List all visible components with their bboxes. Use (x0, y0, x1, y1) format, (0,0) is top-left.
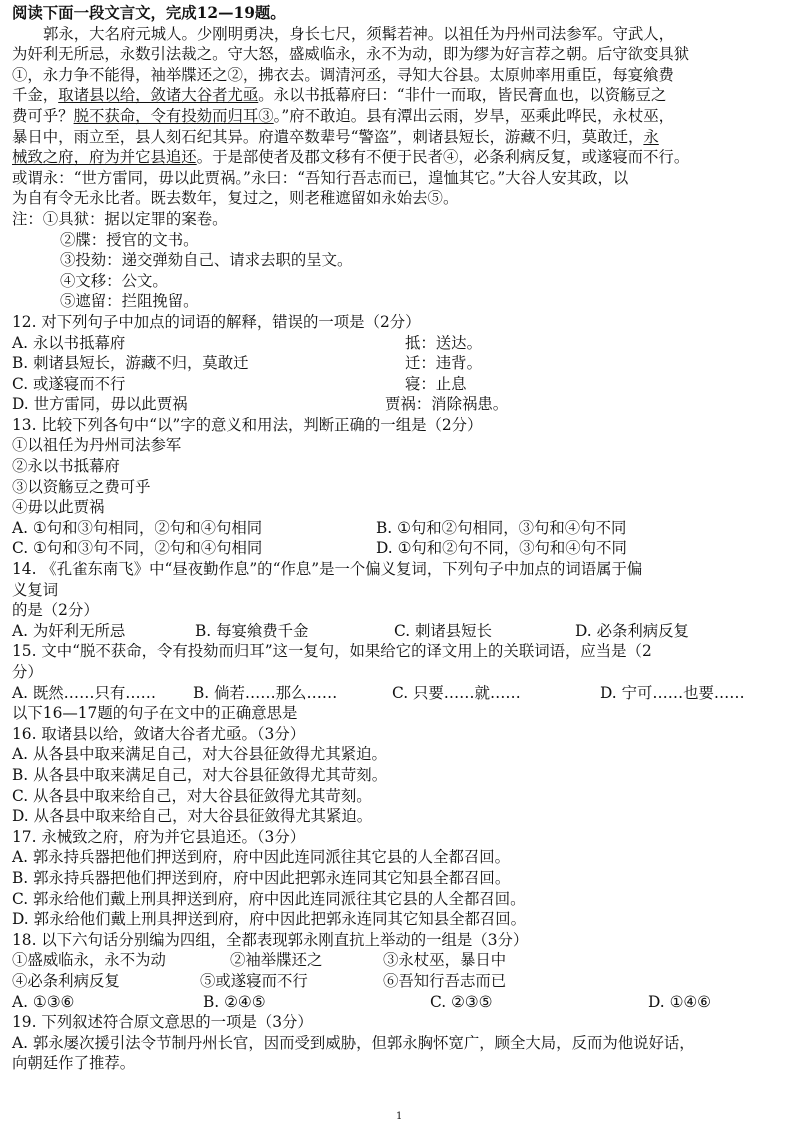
passage-text: 为奸利无所忌，永数引法裁之。守大怒，盛威临永，永不为动，即为缪为好言荐之朝。后守欲变具狱 (12, 45, 690, 64)
question-15-stem-line-2: 分） (12, 663, 43, 681)
page-number: 1 (396, 1111, 403, 1122)
q12-option-d-gloss: 贾祸：消除祸患。 (385, 395, 509, 414)
q15-option-c[interactable]: C. 只要……就…… (392, 683, 521, 702)
q18-item-1: ①盛威临永，永不为动 (12, 951, 166, 970)
passage-line (12, 127, 798, 148)
q18-option-a[interactable]: A. ①③⑥ (12, 992, 75, 1011)
note-1: ①具狱：据以定罪的案卷。 (42, 209, 228, 228)
classical-passage (12, 24, 798, 209)
q15-options (12, 683, 798, 704)
passage-text: 。于是部使者及郡文移有不便于民者④，必条利病反复，或遂寝而不行。 (196, 148, 690, 167)
passage-line (12, 65, 798, 86)
q14-options (12, 621, 798, 642)
q13-option-b[interactable]: B. ①句和②句相同，③句和④句不同 (376, 518, 627, 537)
q12-option-d[interactable] (12, 394, 798, 415)
q12-option-a-gloss: 抵：送达。 (405, 333, 482, 352)
q15-option-a[interactable]: A. 既然……只有…… (12, 683, 157, 702)
question-17-stem: 17. 永械致之府，府为并它县追还。（3分） (12, 827, 306, 846)
exam-page (12, 3, 798, 1074)
q18-item-4: ④必条利病反复 (12, 971, 120, 990)
q16-17-intro: 以下16—17题的句子在文中的正确意思是 (12, 704, 298, 723)
q12-option-b[interactable] (12, 353, 798, 374)
reading-heading: 阅读下面一段文言文，完成12—19题。 (12, 4, 286, 22)
q17-option-a[interactable]: A. 郭永持兵器把他们押送到府，府中因此连同派往其它县的人全都召回。 (12, 848, 511, 867)
q17-option-b[interactable]: B. 郭永持兵器把他们押送到府，府中因此把郭永连同其它知县全都召回。 (12, 868, 511, 887)
passage-text: 费可乎？ (12, 106, 74, 125)
q18-items-row-1 (12, 950, 798, 971)
q13-options-row-1 (12, 518, 798, 539)
passage-text: 千金， (12, 86, 59, 105)
q17-option-d[interactable]: D. 郭永给他们戴上刑具押送到府，府中因此把郭永连同其它知县全都召回。 (12, 910, 527, 929)
q12-option-c[interactable] (12, 374, 798, 395)
q18-items-row-2 (12, 971, 798, 992)
q12-option-b-gloss: 迁：违背。 (405, 354, 482, 373)
passage-text: 。”府不敢迫。县有潭出云雨，岁旱，巫乘此哗民，永杖巫， (273, 106, 674, 125)
q13-option-c[interactable]: C. ①句和③句不同，②句和④句相同 (12, 539, 263, 558)
q18-item-3: ③永杖巫，暴日中 (383, 951, 507, 970)
q14-option-d[interactable]: D. 必条利病反复 (575, 621, 689, 640)
question-18-stem: 18. 以下六句话分别编为四组，全都表现郭永刚直抗上举动的一组是（3分） (12, 930, 529, 949)
q16-option-a[interactable]: A. 从各县中取来满足自己，对大谷县征敛得尤其紧迫。 (12, 745, 387, 764)
q12-option-a-sentence: A. 永以书抵幕府 (12, 333, 126, 352)
q13-sentence-2: ②永以书抵幕府 (12, 457, 120, 476)
q18-item-2: ②袖举牒还之 (230, 951, 323, 970)
question-14-stem-line-1: 14. 《孔雀东南飞》中“昼夜勤作息”的“作息”是一个偏义复词，下列句子中加点的词语属于偏 (12, 560, 643, 579)
q19-option-a-line-2[interactable]: 向朝廷作了推荐。 (12, 1054, 136, 1073)
q19-option-a-line-1[interactable]: A. 郭永屡次援引法令节制丹州长官，因而受到威胁，但郭永胸怀宽广，顾全大局，反而为他说好话， (12, 1033, 695, 1052)
question-12-stem: 12. 对下列句子中加点的词语的解释，错误的一项是（2分） (12, 312, 421, 331)
note-4: ④文移：公文。 (60, 271, 168, 290)
q18-item-6: ⑥吾知行吾志而已 (383, 971, 507, 990)
q15-option-d[interactable]: D. 宁可……也要…… (600, 683, 745, 702)
q18-option-b[interactable]: B. ②④⑤ (203, 992, 266, 1011)
passage-text: 。永以书抵幕府曰：“非什一而取，皆民膏血也，以资觞豆之 (258, 86, 667, 105)
question-14-stem-line-2: 义复词 (12, 580, 59, 599)
q17-option-c[interactable]: C. 郭永给他们戴上刑具押送到府，府中因此连同派往其它县的人全都召回。 (12, 889, 526, 908)
question-19-stem: 19. 下列叙述符合原文意思的一项是（3分） (12, 1013, 313, 1032)
note-5: ⑤遮留：拦阻挽留。 (60, 292, 199, 311)
q12-option-d-sentence: D. 世方雷同，毋以此贾祸 (12, 395, 188, 414)
q16-option-b[interactable]: B. 从各县中取来满足自己，对大谷县征敛得尤其苛刻。 (12, 765, 388, 784)
q14-option-a[interactable]: A. 为奸利无所忌 (12, 621, 126, 640)
passage-line (12, 106, 798, 127)
q13-sentence-4: ④毋以此贾祸 (12, 498, 105, 517)
q13-option-d[interactable]: D. ①句和②句不同，③句和④句不同 (376, 539, 627, 558)
passage-text: 郭永，大名府元城人。少刚明勇决，身长七尺，须髯若神。以祖任为丹州司法参军。守武人， (43, 24, 675, 43)
question-16-stem: 16. 取诸县以给，敛诸大谷者尤亟。（3分） (12, 724, 306, 743)
q18-item-5: ⑤或遂寝而不行 (200, 971, 308, 990)
passage-line (12, 24, 798, 45)
passage-text: 或谓永：“世方雷同，毋以此贾祸。”永曰：“吾知行吾志而已，遑恤其它。”大谷人安其政，以 (12, 168, 629, 187)
q13-option-a[interactable]: A. ①句和③句相同，②句和④句相同 (12, 518, 263, 537)
passage-text: 暴日中，雨立至，县人刻石纪其异。府遣卒数辈号“警盗”，刺诸县短长，游藏不归，莫敢迁， (12, 127, 644, 146)
q18-option-c[interactable]: C. ②③⑤ (430, 992, 493, 1011)
passage-text: 为自有令无永比者。既去数年，复过之，则老稚遮留如永始去⑤。 (12, 189, 459, 208)
q14-option-b[interactable]: B. 每宴飨费千金 (195, 621, 309, 640)
q13-options-row-2 (12, 538, 798, 559)
q18-options (12, 992, 798, 1013)
passage-line (12, 168, 798, 189)
q12-option-a[interactable] (12, 333, 798, 354)
passage-line (12, 44, 798, 65)
notes-first (12, 209, 798, 230)
q12-option-c-sentence: C. 或遂寝而不行 (12, 374, 126, 393)
question-13-stem: 13. 比较下列各句中“以”字的意义和用法，判断正确的一组是（2分） (12, 415, 483, 434)
passage-line (12, 147, 798, 168)
question-14-stem-line-3: 的是（2分） (12, 601, 99, 620)
q13-sentence-3: ③以资觞豆之费可乎 (12, 477, 151, 496)
q15-option-b[interactable]: B. 倘若……那么…… (193, 683, 338, 702)
q14-option-c[interactable]: C. 刺诸县短长 (394, 621, 492, 640)
q13-sentence-1: ①以祖任为丹州司法参军 (12, 436, 182, 455)
underlined-sentence: 取诸县以给，敛诸大谷者尤亟 (58, 86, 259, 105)
q18-option-d[interactable]: D. ①④⑥ (648, 992, 711, 1011)
q12-option-b-sentence: B. 刺诸县短长，游藏不归，莫敢迁 (12, 354, 249, 373)
question-15-stem-line-1: 15. 文中“脱不获命，令有投劾而归耳”这一复句，如果给它的译文用上的关联词语，应当是（2 (12, 642, 652, 661)
passage-line (12, 85, 798, 106)
passage-text: ①，永力争不能得，袖举牒还之②，拂衣去。调清河丞，寻知大谷县。太原帅率用重臣，每宴飨费 (12, 65, 674, 84)
note-3: ③投劾：递交弹劾自己、请求去职的呈文。 (60, 251, 353, 270)
underlined-sentence: 脱不获命，令有投劾而归耳③ (73, 106, 274, 125)
underlined-sentence: 永 (643, 127, 659, 146)
q12-option-c-gloss: 寝：止息 (405, 374, 467, 393)
passage-line (12, 188, 798, 209)
underlined-sentence: 械致之府，府为并它县追还 (12, 148, 197, 167)
q16-option-d[interactable]: D. 从各县中取来给自己，对大谷县征敛得尤其紧迫。 (12, 807, 373, 826)
note-2: ②牒：授官的文书。 (60, 230, 199, 249)
q16-option-c[interactable]: C. 从各县中取来给自己，对大谷县征敛得尤其苛刻。 (12, 786, 372, 805)
notes-label: 注： (12, 209, 43, 228)
